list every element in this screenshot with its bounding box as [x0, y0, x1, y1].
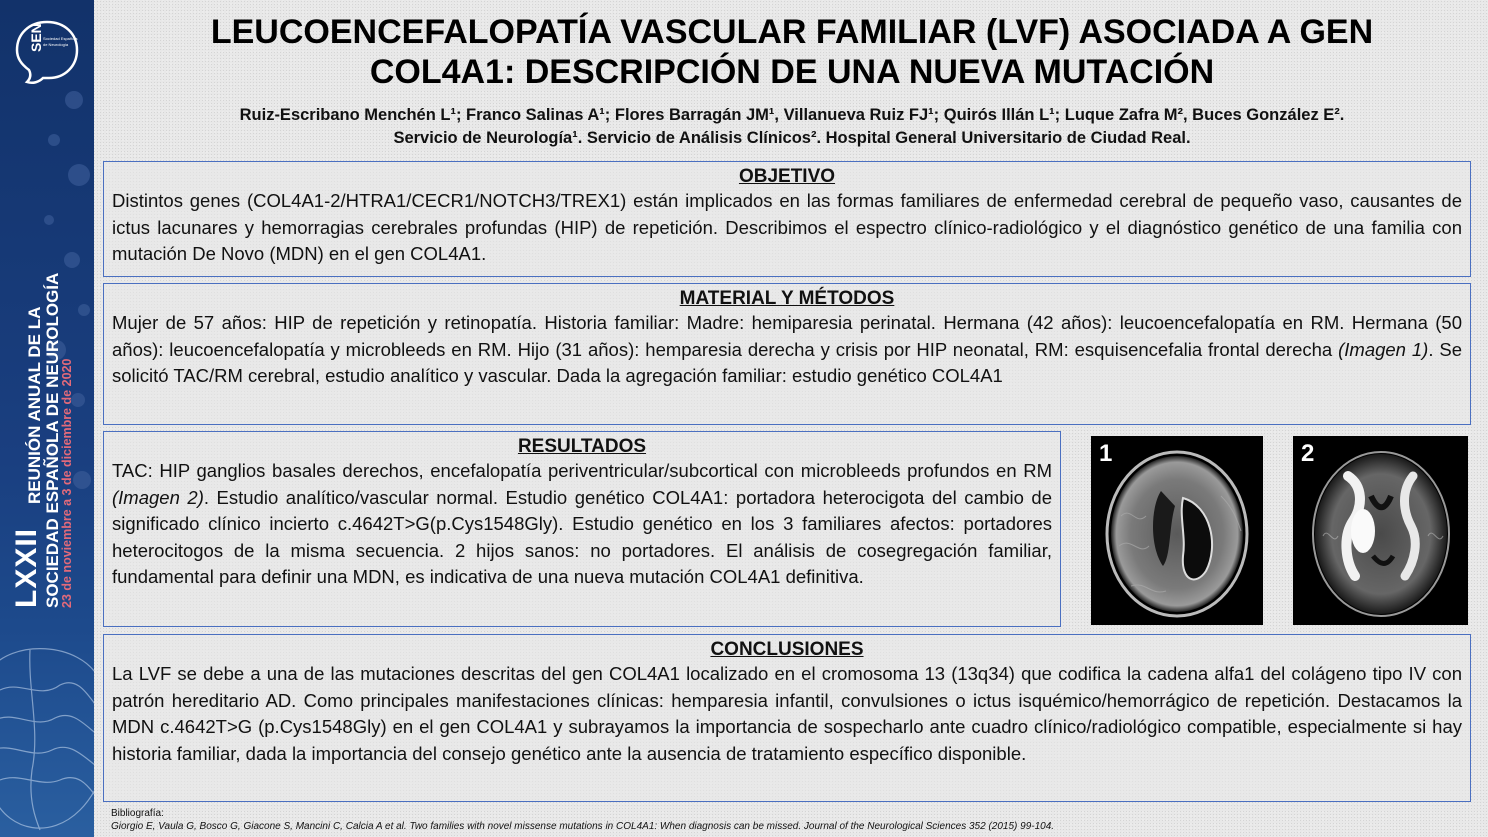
mri-label-1: 1 [1099, 440, 1113, 467]
conclusiones-heading: CONCLUSIONES [710, 639, 864, 660]
title-line-1: LEUCOENCEFALOPATÍA VASCULAR FAMILIAR (LVF) ASOCIADA A GEN [210, 13, 1374, 51]
material-section [103, 283, 1471, 425]
resultados-text-a: TAC: HIP ganglios basales derechos, encefalopatía periventricular/subcortical con microbleeds profundos en RM [112, 460, 1052, 481]
authors-block [100, 104, 1484, 150]
bibliography [111, 807, 1481, 833]
mri-image-1 [1091, 436, 1263, 625]
meeting-line-2: SOCIEDAD ESPAÑOLA DE NEUROLOGÍA [43, 272, 62, 608]
mri-scan-1-graphic [1091, 436, 1263, 625]
svg-text:SEN: SEN [28, 23, 44, 52]
sen-logo [13, 18, 81, 86]
resultados-section [103, 431, 1061, 627]
resultados-image-ref: (Imagen 2) [112, 486, 204, 508]
mri-label-2: 2 [1301, 440, 1315, 467]
bibliography-reference: Giorgio E, Vaula G, Bosco G, Giacone S, Mancini C, Calcia A et al. Two families with novel missense mutations in COL4A1: When diagnosis can be missed. Journal of the Neurological Sciences 352 (2015) 99-104. [111, 821, 1055, 832]
objetivo-heading: OBJETIVO [738, 166, 836, 187]
material-image-ref: (Imagen 1) [1338, 338, 1429, 360]
material-text-b: . Se solicitó TAC/RM cerebral, estudio analítico y vascular. Dada la agregación familiar: estudio genético COL4A1 [112, 338, 1462, 386]
svg-text:de Neurología: de Neurología [43, 42, 69, 47]
affiliations: Servicio de Neurología¹. Servicio de Análisis Clínicos². Hospital General Universitario de Ciudad Real. [393, 129, 1191, 147]
material-heading: MATERIAL Y MÉTODOS [679, 288, 895, 309]
mri-image-2 [1293, 436, 1468, 625]
conclusiones-text: La LVF se debe a una de las mutaciones descritas del gen COL4A1 localizado en el cromosoma 13 (13q34) que codifica la cadena alfa1 del colágeno tipo IV con patrón hereditario AD. Como principales manifestaciones clínicas: hemparesia infantil, convulsiones o ictus isquémico/hemorrágico de repetición. Destacamos la MDN c.4642T>G (p.Cys1548Gly) en el gen COL4A1 y subrayamos la importancia de sospecharlo ante cuadro clínico/radiológico compatible, especialmente si hay historia familiar, dada la importancia del consejo genético ante la ausencia de tratamiento específico disponible. [112, 663, 1462, 764]
sidebar-banner [0, 0, 94, 837]
meeting-line-1: REUNIÓN ANUAL DE LA [25, 306, 44, 504]
poster-title [100, 12, 1484, 92]
mri-scan-2-graphic [1293, 436, 1468, 625]
material-text [112, 310, 1462, 390]
conclusiones-section [103, 634, 1471, 802]
resultados-text [112, 458, 1052, 591]
objetivo-text: Distintos genes (COL4A1-2/HTRA1/CECR1/NOTCH3/TREX1) están implicados en las formas familiares de enfermedad cerebral de pequeño vaso, causantes de ictus lacunares y hemorragias cerebrales profundas (HIP) de repetición. Describimos el espectro clínico-radiológico y el diagnóstico genético de una familia con mutación De Novo (MDN) en el gen COL4A1. [112, 190, 1462, 264]
meeting-dates: 23 de noviembre a 3 de diciembre de 2020 [60, 358, 74, 608]
brain-illustration [0, 630, 94, 837]
resultados-heading: RESULTADOS [517, 436, 647, 457]
svg-text:Sociedad Española: Sociedad Española [43, 36, 78, 41]
material-text-a: Mujer de 57 años: HIP de repetición y retinopatía. Historia familiar: Madre: hemiparesia perinatal. Hermana (42 años): leucoencefalopatía en RM. Hermana (50 años): leucoencefalopatía y microbleeds en RM. Hijo (31 años): hemparesia derecha y crisis por HIP neonatal, RM: esquisencefalia frontal derecha [112, 312, 1462, 360]
bibliography-label: Bibliografía: [111, 808, 164, 819]
title-line-2: COL4A1: DESCRIPCIÓN DE UNA NUEVA MUTACIÓN [369, 53, 1215, 91]
edition-number: LXXII [10, 527, 43, 608]
resultados-text-b: . Estudio analítico/vascular normal. Estudio genético COL4A1: portadora heterocigota del cambio de significado clínico incierto c.4642T>G(p.Cys1548Gly). Estudio genético en los 3 familiares afectos: portadores heterocitogos de la misma secuencia. 2 hijos sanos: no portadores. El análisis de cosegregación familiar, fundamental para definir una MDN, es indicativa de una nueva mutación COL4A1 definitiva. [112, 486, 1052, 587]
meeting-name [26, 273, 62, 608]
objetivo-section [103, 161, 1471, 277]
authors: Ruiz-Escribano Menchén L¹; Franco Salinas A¹; Flores Barragán JM¹, Villanueva Ruiz FJ¹; Quirós Illán L¹; Luque Zafra M², Buces González E². [239, 106, 1345, 124]
